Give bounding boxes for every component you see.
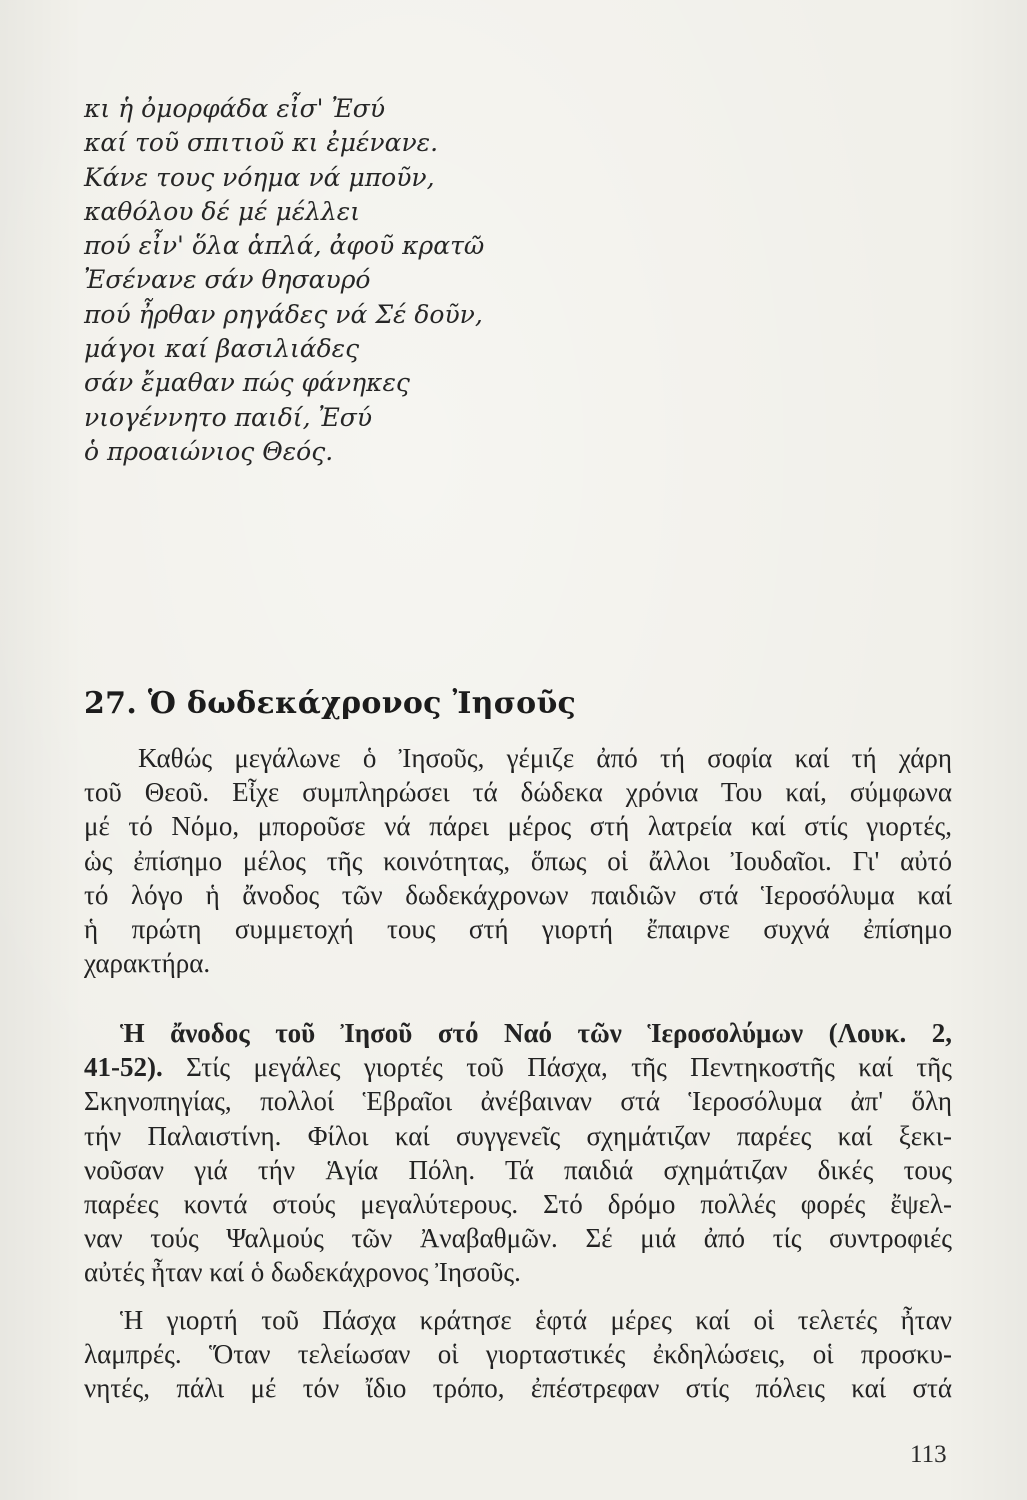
paragraph-intro [84,741,952,980]
text-line: παρέες κοντά στούς μεγαλύτερους. Στό δρόμο πολλές φορές ἔψελ- [84,1189,952,1220]
poem-line: πού εἶν' ὅλα ἁπλά, ἀφοῦ κρατῶ [84,231,485,261]
text-line: Ἡ γιορτή τοῦ Πάσχα κράτησε ἑφτά μέρες καί οἱ τελετές ἦταν [120,1305,952,1335]
text-line: μέ τό Νόμο, μποροῦσε νά πάρει μέρος στή λατρεία καί στίς γιορτές, [84,811,952,842]
text-line: νοῦσαν γιά τήν Ἁγία Πόλη. Τά παιδιά σχημάτιζαν δικές τους [84,1154,952,1185]
poem-line: πού ἦρθαν ρηγάδες νά Σέ δοῦν, [84,299,483,329]
poem-line: κι ἡ ὀμορφάδα εἶσ' Ἐσύ [84,94,386,123]
poem-line: μάγοι καί βασιλιάδες [84,334,360,364]
text-line: Καθώς μεγάλωνε ὁ Ἰησοῦς, γέμιζε ἀπό τή σοφία καί τή χάρη [138,743,952,773]
text-line: τό λόγο ἡ ἄνοδος τῶν δωδεκάχρονων παιδιῶν στά Ἱεροσόλυμα καί [84,879,952,910]
paragraph-ascent [84,1016,952,1290]
paragraph-passover [84,1303,952,1406]
page-number: 113 [910,1441,947,1468]
poem-line: καθόλου δέ μέ μέλλει [84,196,361,226]
text-line: αὐτές ἦταν καί ὁ δωδεκάχρονος Ἰησοῦς. [84,1257,521,1288]
section-subheading: Ἡ ἄνοδος τοῦ Ἰησοῦ στό Ναό τῶν Ἱεροσολύμων (Λουκ. 2, [120,1018,952,1048]
text-line: τήν Παλαιστίνη. Φίλοι καί συγγενεῖς σχημάτιζαν παρέες καί ξεκι- [84,1120,952,1151]
text-line: τοῦ Θεοῦ. Εἶχε συμπληρώσει τά δώδεκα χρόνια Του καί, σύμφωνα [84,777,952,808]
section-subheading-end: 41-52). [84,1052,163,1083]
text-line: ἡ πρώτη συμμετοχή τους στή γιορτή ἔπαιρνε συχνά ἐπίσημο [84,914,952,945]
poem-line: νιογέννητο παιδί, Ἐσύ [84,402,373,432]
text-line [84,1050,952,1084]
text-fragment: Στίς μεγάλες γιορτές τοῦ Πάσχα, τῆς Πεντηκοστῆς καί τῆς [162,1052,952,1083]
poem-line: καί τοῦ σπιτιοῦ κι ἐμένανε. [84,128,439,158]
poem-line: ὁ προαιώνιος Θεός. [84,436,334,466]
text-line: χαρακτήρα. [84,948,211,979]
poem-stanza [84,92,604,469]
poem-line: Κάνε τους νόημα νά μποῦν, [84,162,435,192]
text-line: ναν τούς Ψαλμούς τῶν Ἀναβαθμῶν. Σέ μιά ἀπό τίς συντροφιές [84,1223,952,1254]
poem-line: σάν ἔμαθαν πώς φάνηκες [84,368,410,398]
text-line: Σκηνοπηγίας, πολλοί Ἑβραῖοι ἀνέβαιναν στά Ἱεροσόλυμα ἀπ' ὅλη [84,1086,952,1117]
text-line: λαμπρές. Ὅταν τελείωσαν οἱ γιορταστικές ἐκδηλώσεις, οἱ προσκυ- [84,1339,952,1370]
text-line: νητές, πάλι μέ τόν ἴδιο τρόπο, ἐπέστρεφαν στίς πόλεις καί στά [84,1373,952,1404]
text-line: ὡς ἐπίσημο μέλος τῆς κοινότητας, ὅπως οἱ ἄλλοι Ἰουδαῖοι. Γι' αὐτό [84,845,952,876]
poem-line: Ἐσένανε σάν θησαυρό [84,265,371,295]
chapter-title: 27. Ὁ δωδεκάχρονος Ἰησοῦς [84,686,577,721]
